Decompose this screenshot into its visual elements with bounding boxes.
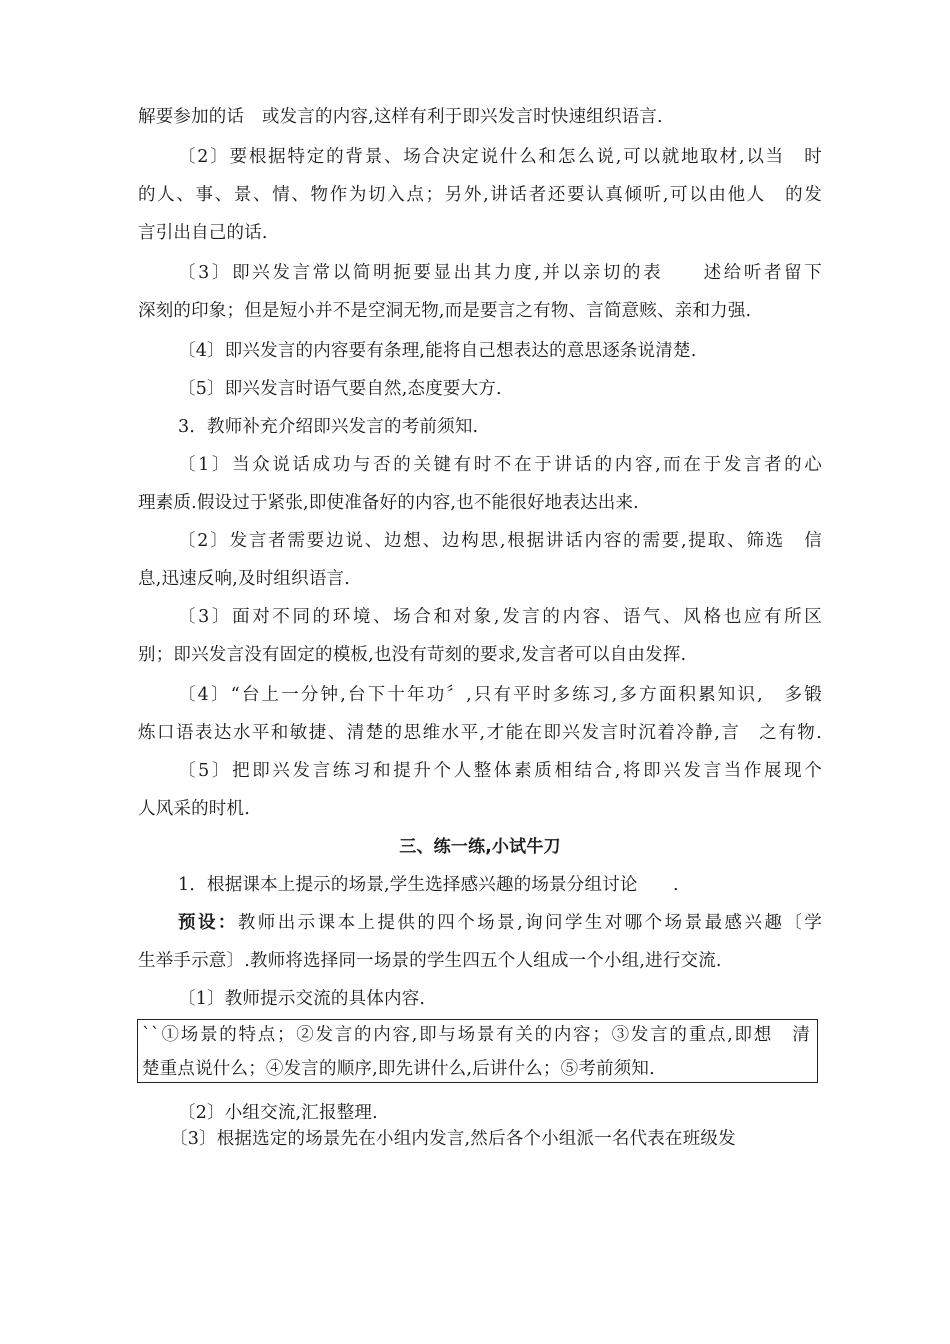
paragraph-line: 3．教师补充介绍即兴发言的考前须知.	[178, 417, 479, 437]
paragraph-line: 1．根据课本上提示的场景,学生选择感兴趣的场景分组讨论 .	[178, 875, 679, 895]
paragraph-line: 人风采的时机.	[138, 799, 250, 819]
paragraph-line: 言引出自己的话.	[138, 223, 268, 243]
preset-text: 教师出示课本上提供的四个场景,询问学生对哪个场景最感兴趣〔学	[237, 913, 822, 933]
paragraph-line: 〔1〕当众说话成功与否的关键有时不在于讲话的内容,而在于发言者的心	[178, 455, 822, 475]
paragraph-line: 〔4〕“台上一分钟,台下十年功〞,只有平时多练习,多方面积累知识, 多锻	[178, 685, 822, 705]
box-line: 楚重点说什么；④发言的顺序,即先讲什么,后讲什么；⑤考前须知.	[142, 1059, 655, 1079]
paragraph-line: 的人、事、景、情、物作为切入点；另外,讲话者还要认真倾听,可以由他人 的发	[138, 185, 822, 205]
paragraph-line	[178, 911, 822, 935]
paragraph-line: 〔2〕小组交流,汇报整理.	[178, 1103, 378, 1123]
paragraph-line: 〔5〕把即兴发言练习和提升个人整体素质相结合,将即兴发言当作展现个	[178, 761, 822, 781]
paragraph-line: 别；即兴发言没有固定的模板,也没有苛刻的要求,发言者可以自由发挥.	[138, 645, 687, 665]
paragraph-line: 〔1〕教师提示交流的具体内容.	[178, 989, 426, 1009]
preset-label: 预设：	[178, 913, 238, 933]
paragraph-line: 〔2〕要根据特定的背景、场合决定说什么和怎么说,可以就地取材,以当 时	[178, 147, 822, 167]
paragraph-line: 〔4〕即兴发言的内容要有条理,能将自己想表达的意思逐条说清楚.	[178, 341, 697, 361]
paragraph-line: 〔3〕面对不同的环境、场合和对象,发言的内容、语气、风格也应有所区	[178, 607, 822, 627]
box-line: ``①场景的特点；②发言的内容,即与场景有关的内容；③发言的重点,即想 清	[142, 1025, 810, 1045]
paragraph-line: 理素质.假设过于紧张,即使准备好的内容,也不能很好地表达出来.	[138, 493, 639, 513]
paragraph-line: 生举手示意〕.教师将选择同一场景的学生四五个人组成一个小组,进行交流.	[138, 951, 722, 971]
paragraph-line: 〔2〕发言者需要边说、边想、边构思,根据讲话内容的需要,提取、筛选 信	[178, 531, 822, 551]
paragraph-line: 炼口语表达水平和敏捷、清楚的思维水平,才能在即兴发言时沉着冷静,言 之有物.	[138, 723, 822, 743]
paragraph-line: 〔3〕根据选定的场景先在小组内发言,然后各个小组派一名代表在班级发	[170, 1129, 736, 1149]
paragraph-line: 解要参加的话 或发言的内容,这样有利于即兴发言时快速组织语言.	[138, 107, 663, 127]
paragraph-line: 〔3〕即兴发言常以简明扼要显出其力度,并以亲切的表 述给听者留下	[178, 263, 822, 283]
paragraph-line: 息,迅速反响,及时组织语言.	[138, 569, 350, 589]
paragraph-line: 深刻的印象；但是短小并不是空洞无物,而是要言之有物、言简意赅、亲和力强.	[138, 301, 752, 321]
section-heading: 三、练一练,小试牛刀	[399, 837, 561, 857]
paragraph-line: 〔5〕即兴发言时语气要自然,态度要大方.	[178, 379, 502, 399]
